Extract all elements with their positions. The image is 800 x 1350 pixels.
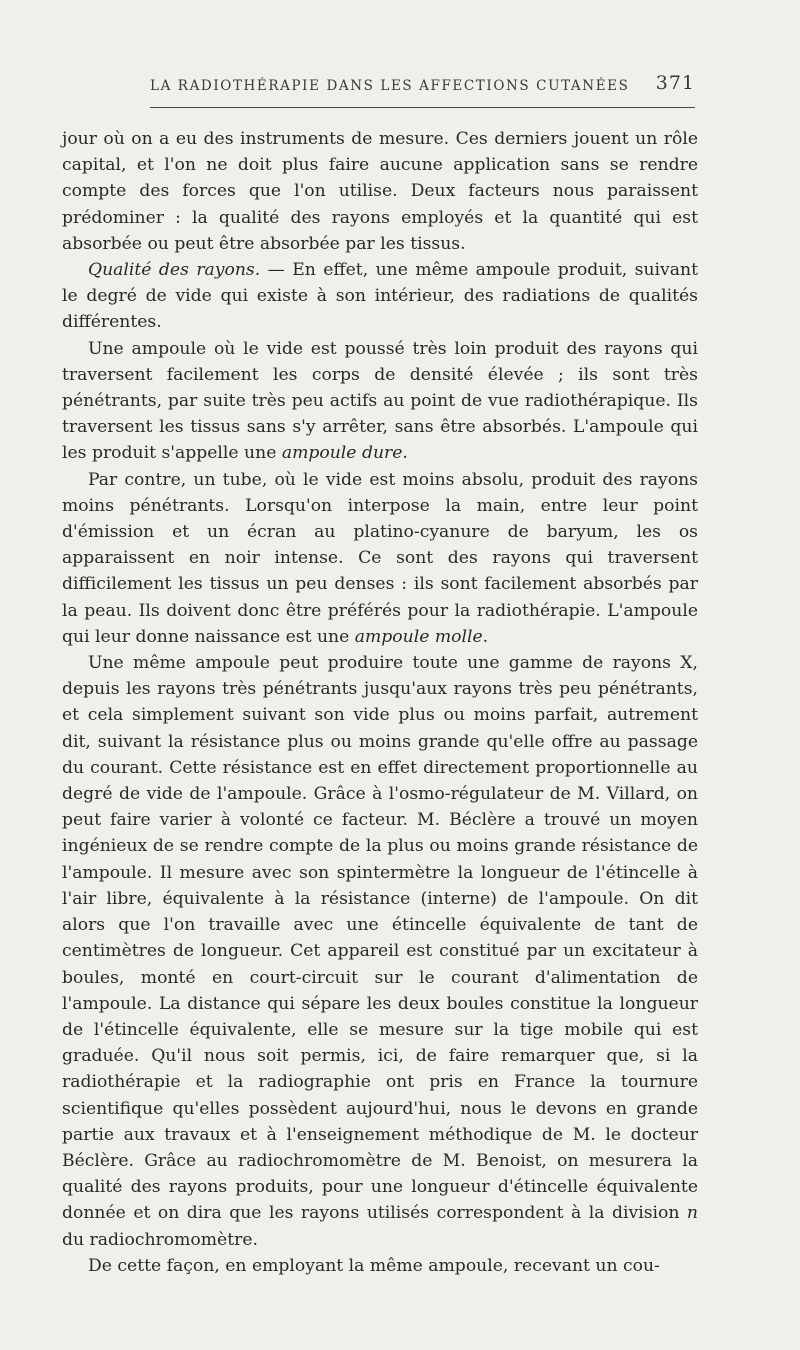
- body-text: [62, 126, 698, 1279]
- header-rule: [150, 107, 695, 108]
- italic-variable: n: [686, 1203, 698, 1224]
- paragraph: Par contre, un tube, où le vide est moins absolu, produit des rayons moins pénétrants. Lorsqu'on interpose la main, entre leur point d'émission et un écran au platino-cyanure de baryum, les os apparaissent en noir intense. Ce sont des rayons qui traversent difficilement les tissus un peu denses : ils sont facilement absorbés par la peau. Ils doivent donc être préférés pour la radiothérapie. L'ampoule qui leur donne naissance est une ampoule molle.: [62, 469, 698, 647]
- paragraph: jour où on a eu des instruments de mesure. Ces derniers jouent un rôle capital, et l'on ne doit plus faire aucune application sans se rendre compte des forces que l'on utilise. Deux facteurs nous paraissent prédominer : la qualité des rayons employés et la quantité qui est absorbée ou peut être absorbée par les tissus.: [62, 129, 698, 254]
- paragraph: Une ampoule où le vide est poussé très loin produit des rayons qui traversent facilement les corps de densité élevée ; ils sont très pénétrants, par suite très peu actifs au point de vue radiothérapique. Ils traversent les tissus sans s'y arrêter, sans être absorbés. L'ampoule qui les produit s'appelle une ampoule dure.: [62, 338, 698, 464]
- page-number: 371: [655, 72, 695, 94]
- italic-term: ampoule molle: [354, 626, 483, 647]
- paragraph: Qualité des rayons. — En effet, une même ampoule produit, suivant le degré de vide qui existe à son intérieur, des radiations de qualités différentes.: [62, 260, 698, 333]
- italic-term: ampoule dure: [281, 443, 403, 464]
- section-heading-italic: Qualité des rayons.: [88, 260, 261, 281]
- paragraph: Une même ampoule peut produire toute une gamme de rayons X, depuis les rayons très pénétrants jusqu'aux rayons très peu pénétrants, et cela simplement suivant son vide plus ou moins parfait, autrement dit, suivant la résistance plus ou moins grande qu'elle offre au passage du courant. Cette résistance est en effet directement proportionnelle au degré de vide de l'ampoule. Grâce à l'osmo-régulateur de M. Villard, on peut faire varier à volonté ce facteur. M. Béclère a trouvé un moyen ingénieux de se rendre compte de la plus ou moins grande résistance de l'ampoule. Il mesure avec son spintermètre la longueur de l'étincelle à l'air libre, équivalente à la résistance (interne) de l'ampoule. On dit alors que l'on travaille avec une étincelle équivalente de tant de centimètres de longueur. Cet appareil est constitué par un excitateur à boules, monté en court-circuit sur le courant d'alimentation de l'ampoule. La distance qui sépare les deux boules constitue la longueur de l'étincelle équivalente, elle se mesure sur la tige mobile qui est graduée. Qu'il nous soit permis, ici, de faire remarquer que, si la radiothérapie et la radiographie ont pris en France la tournure scientifique qu'elles possèdent aujourd'hui, nous le devons en grande partie aux travaux et à l'enseignement méthodique de M. le docteur Béclère. Grâce au radiochromomètre de M. Benoist, on mesurera la qualité des rayons produits, pour une longueur d'étincelle équivalente donnée et on dira que les rayons utilisés correspondent à la division n du radiochromomètre.: [62, 653, 698, 1250]
- paragraph: De cette façon, en employant la même ampoule, recevant un cou-: [88, 1255, 660, 1276]
- running-title: LA RADIOTHÉRAPIE DANS LES AFFECTIONS CUTANÉES: [150, 78, 630, 94]
